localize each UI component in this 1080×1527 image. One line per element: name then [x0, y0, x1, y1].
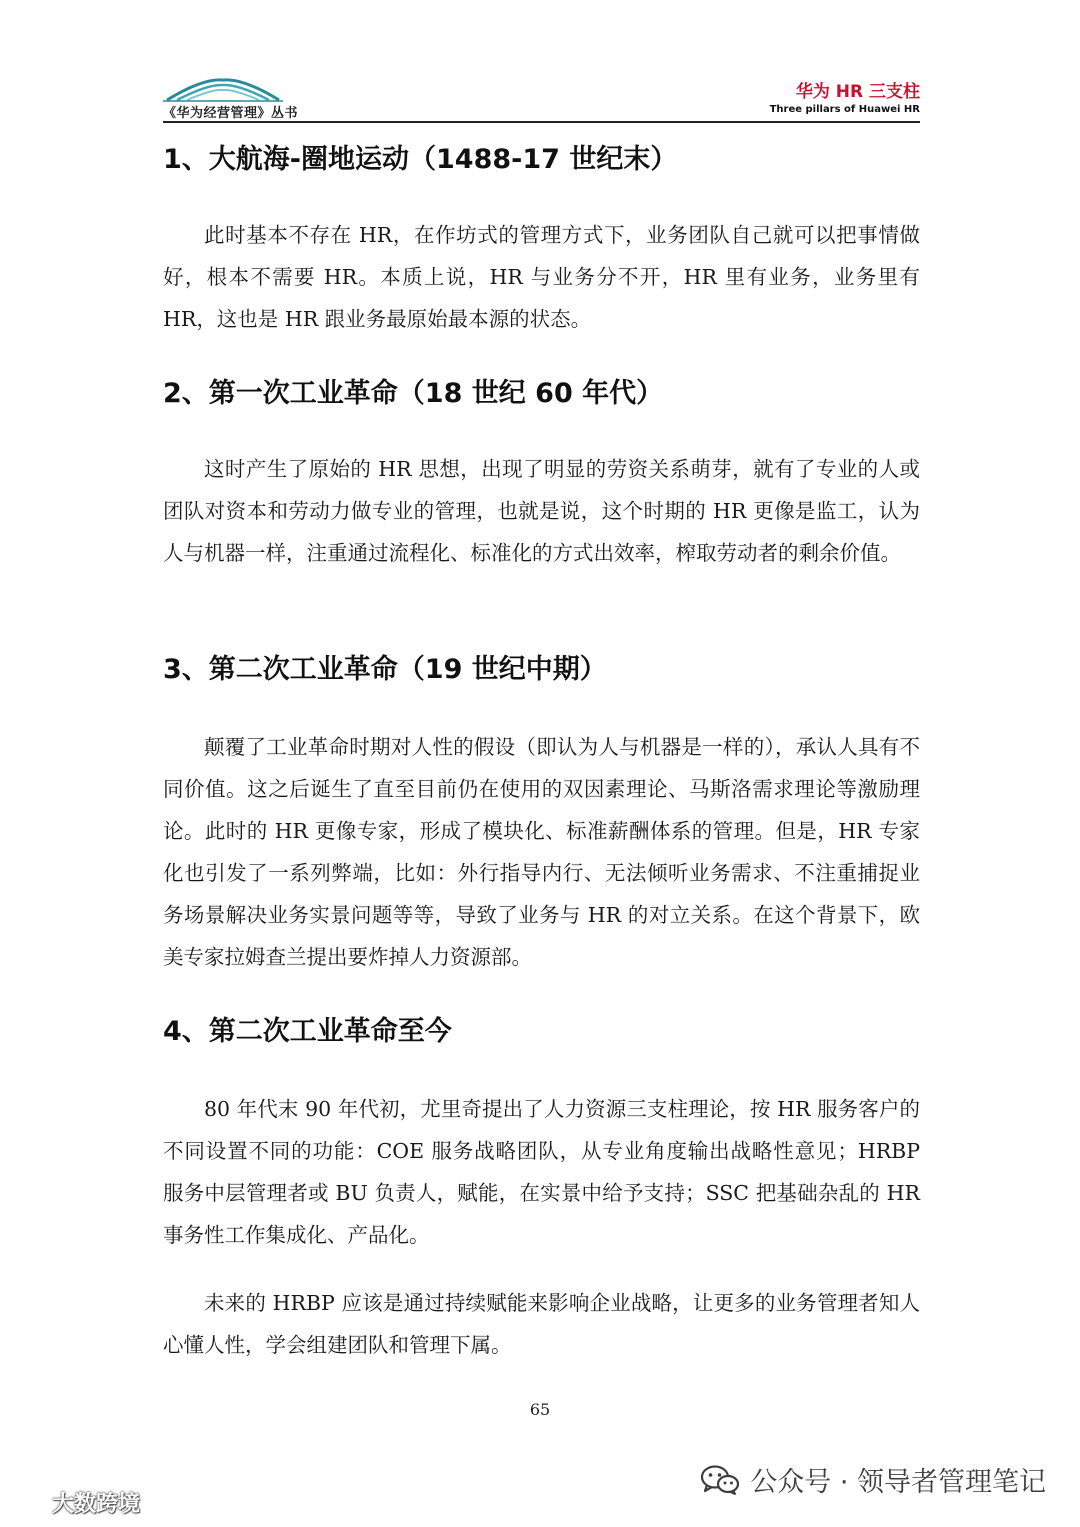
section-2-paragraph: 这时产生了原始的 HR 思想，出现了明显的劳资关系萌芽，就有了专业的人或团队对资本和劳动力做专业的管理，也就是说，这个时期的 HR 更像是监工，认为人与机器一样，注重通过流程化、标准化的方式出效率，榨取劳动者的剩余价值。	[163, 457, 920, 565]
source-watermark-text: 大数跨境	[52, 1492, 141, 1517]
wechat-watermark-text: 公众号 · 领导者管理笔记	[750, 1467, 1046, 1498]
header-brand-block	[770, 82, 920, 117]
section-3-paragraph: 颠覆了工业革命时期对人性的假设（即认为人与机器是一样的），承认人具有不同价值。这之后诞生了直至目前仍在使用的双因素理论、马斯洛需求理论等激励理论。此时的 HR 更像专家，形成了模块化、标准薪酬体系的管理。但是，HR 专家化也引发了一系列弊端，比如：外行指导内行、无法倾听业务需求、不注重捕捉业务场景解决业务实景问题等等，导致了业务与 HR 的对立关系。在这个背景下，欧美专家拉姆查兰提出要炸掉人力资源部。	[163, 735, 920, 969]
section-heading-4: 4、第二次工业革命至今	[163, 1016, 452, 1047]
chat-bubble-icon	[8, 1490, 48, 1516]
section-heading-1: 1、大航海-圈地运动（1488-17 世纪末）	[163, 144, 678, 175]
wechat-watermark	[700, 1460, 1046, 1499]
series-title: 《华为经营管理》丛书	[163, 106, 299, 121]
page-header	[163, 74, 920, 122]
brand-title-en: Three pillars of Huawei HR	[769, 104, 920, 115]
header-divider	[163, 121, 920, 123]
source-watermark	[8, 1487, 140, 1518]
wechat-icon	[700, 1464, 740, 1496]
section-heading-2: 2、第一次工业革命（18 世纪 60 年代）	[163, 378, 664, 409]
section-1-paragraph: 此时基本不存在 HR，在作坊式的管理方式下，业务团队自己就可以把事情做好，根本不需要 HR。本质上说，HR 与业务分不开，HR 里有业务，业务里有 HR，这也是 HR 跟业务最原始最本源的状态。	[163, 223, 920, 331]
brand-title-cn: 华为 HR 三支柱	[795, 82, 920, 102]
page-number: 65	[529, 1400, 551, 1419]
section-4-paragraph-2: 未来的 HRBP 应该是通过持续赋能来影响企业战略，让更多的业务管理者知人心懂人性，学会组建团队和管理下属。	[163, 1291, 920, 1357]
section-4-paragraph-1: 80 年代末 90 年代初，尤里奇提出了人力资源三支柱理论，按 HR 服务客户的不同设置不同的功能：COE 服务战略团队，从专业角度输出战略性意见；HRBP 服务中层管理者或 BU 负责人，赋能，在实景中给予支持；SSC 把基础杂乱的 HR 事务性工作集成化、产品化。	[163, 1097, 920, 1247]
section-heading-3: 3、第二次工业革命（19 世纪中期）	[163, 654, 607, 685]
